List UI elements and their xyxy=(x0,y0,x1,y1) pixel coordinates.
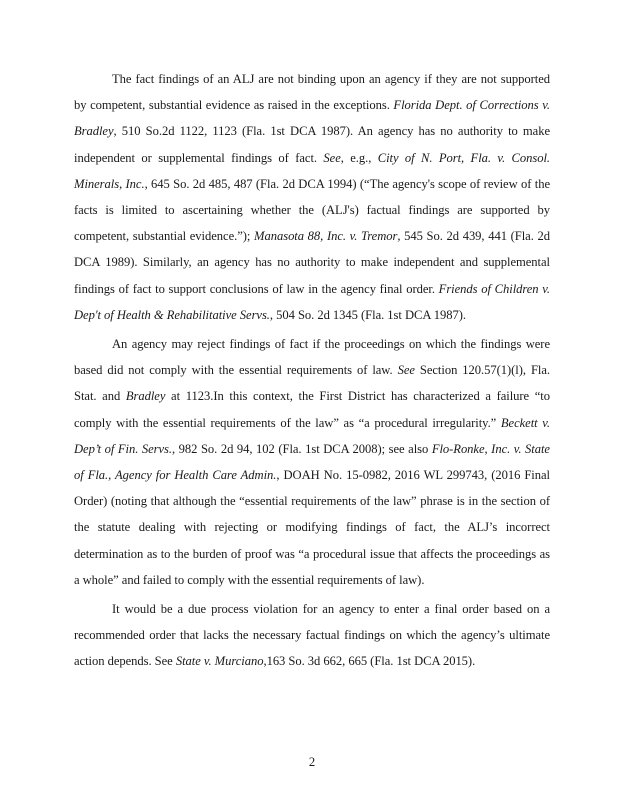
text-segment: Section 120.57(1)(l), Fla. Stat. and xyxy=(74,363,550,404)
case-citation: City of N. Port, Fla. v. Consol. Minerals, Inc. xyxy=(74,150,550,191)
text-segment: , 982 So. 2d 94, 102 (Fla. 1st DCA 2008); see also xyxy=(171,441,432,456)
paragraph-fact-findings xyxy=(74,66,550,328)
case-citation: Beckett v. Dep’t of Fin. Servs. xyxy=(74,415,550,456)
text-segment: at 1123.In this context, the First District has characterized a failure “to comply with the essential requirements of the law” as “a procedural irregularity.” xyxy=(74,389,550,430)
signal-word: See xyxy=(323,150,341,165)
case-citation: Bradley xyxy=(125,389,166,404)
text-segment: , 545 So. 2d 439, 441 (Fla. 2d DCA 1989). Similarly, an agency has no authority to make independent and supplemental findings of fact to support conclusions of law in the agency final order. xyxy=(74,229,550,296)
text-segment: It would be a due process violation for an agency to enter a final order based on a recommended order that lacks the necessary factual findings on which the agency’s ultimate action depends. See xyxy=(74,602,550,669)
text-segment: , 504 So. 2d 1345 (Fla. 1st DCA 1987). xyxy=(269,307,467,322)
text-segment: The fact findings of an ALJ are not binding upon an agency if they are not supported by competent, substantial evidence as raised in the exceptions. xyxy=(74,72,550,113)
text-segment: , DOAH No. 15-0982, 2016 WL 299743, (2016 Final Order) (noting that although the “essential requirements of the law” phrase is in the section of the statute dealing with rejecting or modifying findings of fact, the ALJ’s incorrect determination as to the burden of proof was “a procedural issue that affects the proceedings as a whole” and failed to comply with the essential requirements of law). xyxy=(74,468,550,587)
text-segment: ,163 So. 3d 662, 665 (Fla. 1st DCA 2015). xyxy=(263,654,476,669)
paragraph-due-process xyxy=(74,596,550,675)
case-citation: Friends of Children v. Dep't of Health & Rehabilitative Servs. xyxy=(74,281,550,322)
text-segment: An agency may reject findings of fact if the proceedings on which the findings were based did not comply with the essential requirements of law. xyxy=(74,337,550,378)
case-citation: Manasota 88, Inc. v. Tremor xyxy=(254,229,398,244)
case-citation: Flo-Ronke, Inc. v. State of Fla., Agency for Health Care Admin. xyxy=(74,441,550,483)
case-citation: State v. Murciano xyxy=(175,654,264,669)
signal-word: See xyxy=(397,363,415,378)
text-segment: , 510 So.2d 1122, 1123 (Fla. 1st DCA 1987). An agency has no authority to make independent or supplemental findings of fact. xyxy=(74,124,550,165)
document-body xyxy=(74,66,550,678)
case-citation: Florida Dept. of Corrections v. Bradley xyxy=(74,98,550,139)
paragraph-reject-findings xyxy=(74,331,550,593)
text-segment: , 645 So. 2d 485, 487 (Fla. 2d DCA 1994) (“The agency's scope of review of the facts is limited to ascertaining whether the (ALJ's) factual findings are supported by competent, substantial evidence.”); xyxy=(74,176,550,244)
text-segment: , e.g., xyxy=(340,150,378,165)
page-number: 2 xyxy=(308,755,316,769)
